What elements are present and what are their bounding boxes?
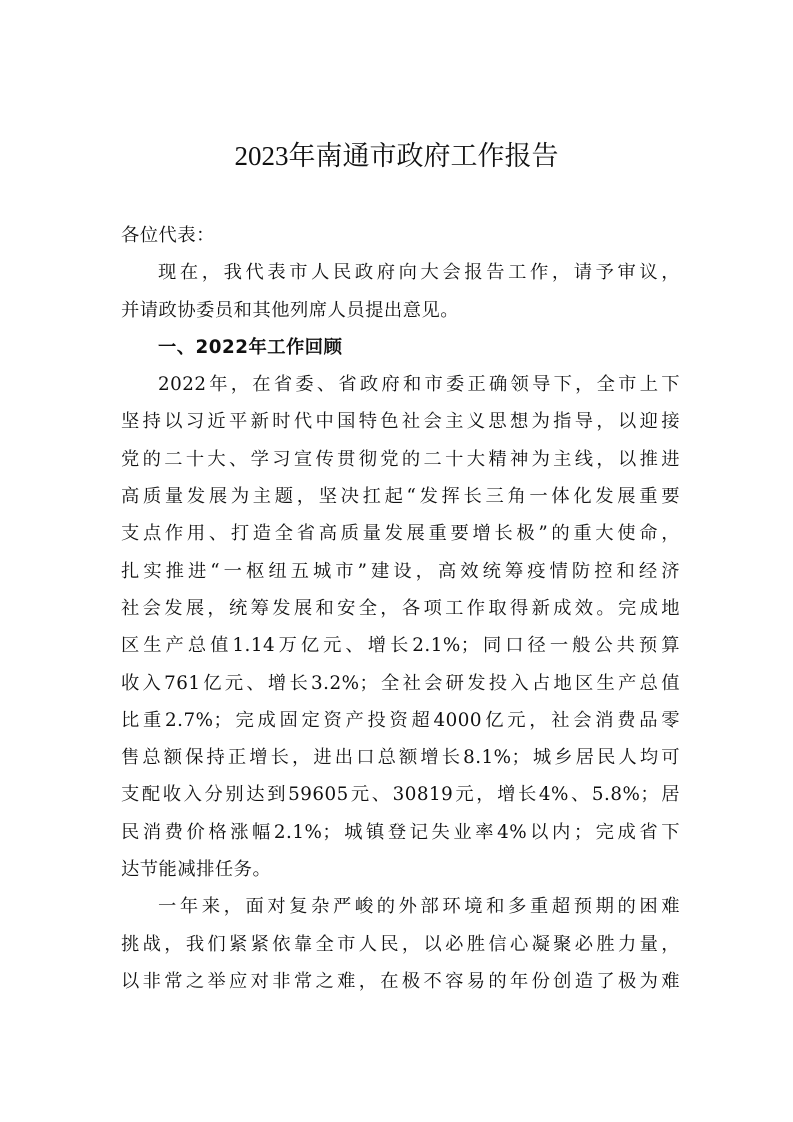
paragraph-line: 支点作用、打造全省高质量发展重要增长极”的重大使命， xyxy=(121,523,680,545)
paragraph-line: 2022年，在省委、省政府和市委正确领导下，全市上下 xyxy=(158,374,680,396)
paragraph-line: 扎实推进“一枢纽五城市”建设，高效统筹疫情防控和经济 xyxy=(121,560,680,582)
paragraph-line: 以非常之举应对非常之难，在极不容易的年份创造了极为难 xyxy=(121,970,680,992)
document-title: 2023年南通市政府工作报告 xyxy=(234,141,559,171)
paragraph-line: 民消费价格涨幅2.1%；城镇登记失业率4%以内；完成省下 xyxy=(121,821,680,843)
salutation: 各位代表： xyxy=(121,225,215,246)
section-heading: 一、2022年工作回顾 xyxy=(158,336,343,358)
paragraph-line: 高质量发展为主题，坚决扛起“发挥长三角一体化发展重要 xyxy=(121,486,680,508)
paragraph-line: 支配收入分别达到59605元、30819元，增长4%、5.8%；居 xyxy=(121,784,680,806)
paragraph-line: 社会发展，统筹发展和安全，各项工作取得新成效。完成地 xyxy=(121,597,680,619)
paragraph-2 xyxy=(121,888,680,1000)
paragraph-line: 党的二十大、学习宣传贯彻党的二十大精神为主线，以推进 xyxy=(121,448,680,470)
paragraph-1 xyxy=(121,366,680,888)
paragraph-line: 比重2.7%；完成固定资产投资超4000亿元，社会消费品零 xyxy=(121,709,680,731)
paragraph-line: 坚持以习近平新时代中国特色社会主义思想为指导，以迎接 xyxy=(121,411,680,433)
paragraph-line: 收入761亿元、增长3.2%；全社会研发投入占地区生产总值 xyxy=(121,672,680,694)
paragraph-line: 售总额保持正增长，进出口总额增长8.1%；城乡居民人均可 xyxy=(121,747,680,769)
intro-line: 并请政协委员和其他列席人员提出意见。 xyxy=(121,299,460,321)
paragraph-line: 区生产总值1.14万亿元、增长2.1%；同口径一般公共预算 xyxy=(121,635,680,657)
document-body xyxy=(121,217,680,1000)
paragraph-line: 达节能减排任务。 xyxy=(121,859,272,881)
intro-line: 现在，我代表市人民政府向大会报告工作，请予审议， xyxy=(158,262,680,284)
paragraph-line: 挑战，我们紧紧依靠全市人民，以必胜信心凝聚必胜力量， xyxy=(121,933,680,955)
paragraph-line: 一年来，面对复杂严峻的外部环境和多重超预期的困难 xyxy=(158,896,680,918)
